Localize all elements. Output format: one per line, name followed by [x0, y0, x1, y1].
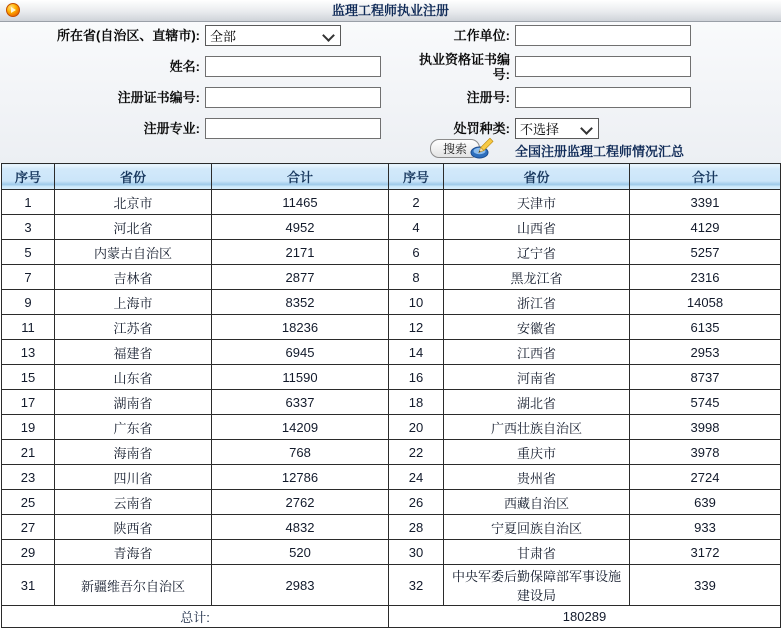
table-row [2, 215, 781, 240]
cell-province: 江西省 [444, 340, 630, 365]
cell-province: 湖南省 [55, 390, 212, 415]
cell-seq: 32 [389, 565, 444, 606]
cell-province: 北京市 [55, 190, 212, 215]
cell-seq: 5 [2, 240, 55, 265]
table-body [2, 190, 781, 606]
cell-total: 14209 [212, 415, 389, 440]
province-select-value: 全部 [210, 29, 237, 44]
cell-total: 14058 [630, 290, 781, 315]
cell-total: 3978 [630, 440, 781, 465]
cell-total: 639 [630, 490, 781, 515]
name-input[interactable] [205, 56, 381, 77]
col-header-total: 合计 [212, 164, 389, 190]
table-row [2, 465, 781, 490]
cell-province: 河北省 [55, 215, 212, 240]
table-row [2, 240, 781, 265]
cell-seq: 16 [389, 365, 444, 390]
cell-seq: 9 [2, 290, 55, 315]
cell-province: 山西省 [444, 215, 630, 240]
total-row [2, 606, 781, 628]
cell-province: 湖北省 [444, 390, 630, 415]
cell-seq: 19 [2, 415, 55, 440]
cell-province: 云南省 [55, 490, 212, 515]
cell-total: 3172 [630, 540, 781, 565]
registration-no-input[interactable] [515, 87, 691, 108]
cell-seq: 1 [2, 190, 55, 215]
cell-seq: 22 [389, 440, 444, 465]
cell-province: 西藏自治区 [444, 490, 630, 515]
table-row [2, 565, 781, 606]
cell-seq: 11 [2, 315, 55, 340]
cell-seq: 3 [2, 215, 55, 240]
cell-total: 2983 [212, 565, 389, 606]
penalty-label: 处罚种类: [453, 121, 510, 136]
table-row [2, 315, 781, 340]
table-header-row [2, 164, 781, 190]
cell-total: 12786 [212, 465, 389, 490]
cell-total: 2877 [212, 265, 389, 290]
cell-total: 4952 [212, 215, 389, 240]
cell-seq: 25 [2, 490, 55, 515]
cell-province: 广东省 [55, 415, 212, 440]
province-select[interactable] [205, 25, 341, 46]
cell-province: 甘肃省 [444, 540, 630, 565]
cell-total: 2171 [212, 240, 389, 265]
work-unit-input[interactable] [515, 25, 691, 46]
table-row [2, 415, 781, 440]
cell-seq: 14 [389, 340, 444, 365]
table-row [2, 290, 781, 315]
table-row [2, 490, 781, 515]
cell-seq: 31 [2, 565, 55, 606]
qualification-cert-input[interactable] [515, 56, 691, 77]
cell-total: 11590 [212, 365, 389, 390]
cell-seq: 17 [2, 390, 55, 415]
cell-province: 黑龙江省 [444, 265, 630, 290]
cell-seq: 23 [2, 465, 55, 490]
cell-seq: 18 [389, 390, 444, 415]
col-header-total: 合计 [630, 164, 781, 190]
cell-province: 辽宁省 [444, 240, 630, 265]
cell-seq: 15 [2, 365, 55, 390]
cell-province: 山东省 [55, 365, 212, 390]
cell-total: 3998 [630, 415, 781, 440]
cell-total: 8737 [630, 365, 781, 390]
total-label: 总计: [2, 606, 389, 628]
chevron-down-icon [322, 29, 335, 42]
cell-province: 贵州省 [444, 465, 630, 490]
cell-total: 11465 [212, 190, 389, 215]
cell-seq: 7 [2, 265, 55, 290]
cell-total: 520 [212, 540, 389, 565]
cell-seq: 6 [389, 240, 444, 265]
cell-total: 2953 [630, 340, 781, 365]
cell-province: 福建省 [55, 340, 212, 365]
chevron-down-icon [580, 122, 593, 135]
cell-total: 5257 [630, 240, 781, 265]
cell-seq: 24 [389, 465, 444, 490]
penalty-select[interactable] [515, 118, 599, 139]
table-row [2, 190, 781, 215]
registration-major-label: 注册专业: [143, 121, 200, 136]
table-row [2, 265, 781, 290]
registration-cert-label: 注册证书编号: [117, 90, 200, 105]
cell-seq: 21 [2, 440, 55, 465]
cell-seq: 10 [389, 290, 444, 315]
title-bar [0, 0, 781, 22]
cell-province: 重庆市 [444, 440, 630, 465]
cell-total: 2316 [630, 265, 781, 290]
cell-total: 768 [212, 440, 389, 465]
registration-cert-input[interactable] [205, 87, 381, 108]
cell-total: 8352 [212, 290, 389, 315]
cell-province: 陕西省 [55, 515, 212, 540]
cell-total: 2762 [212, 490, 389, 515]
col-header-seq: 序号 [2, 164, 55, 190]
cell-total: 3391 [630, 190, 781, 215]
cell-total: 933 [630, 515, 781, 540]
cell-seq: 30 [389, 540, 444, 565]
table-row [2, 540, 781, 565]
province-summary-table [1, 163, 781, 628]
page-title: 监理工程师执业注册 [331, 3, 449, 18]
cell-total: 6945 [212, 340, 389, 365]
col-header-province: 省份 [55, 164, 212, 190]
cell-province: 青海省 [55, 540, 212, 565]
cell-province: 江苏省 [55, 315, 212, 340]
cell-total: 18236 [212, 315, 389, 340]
cell-seq: 28 [389, 515, 444, 540]
cell-seq: 2 [389, 190, 444, 215]
penalty-select-value: 不选择 [520, 122, 560, 137]
table-row [2, 390, 781, 415]
table-row [2, 515, 781, 540]
cell-seq: 4 [389, 215, 444, 240]
cell-province: 浙江省 [444, 290, 630, 315]
col-header-seq: 序号 [389, 164, 444, 190]
table-row [2, 440, 781, 465]
cell-province: 宁夏回族自治区 [444, 515, 630, 540]
cell-province: 上海市 [55, 290, 212, 315]
cell-seq: 26 [389, 490, 444, 515]
cell-seq: 27 [2, 515, 55, 540]
registration-no-label: 注册号: [466, 90, 510, 105]
work-unit-label: 工作单位: [453, 28, 510, 43]
cell-province: 新疆维吾尔自治区 [55, 565, 212, 606]
cell-seq: 8 [389, 265, 444, 290]
cell-province: 吉林省 [55, 265, 212, 290]
cell-province: 海南省 [55, 440, 212, 465]
name-label: 姓名: [169, 59, 200, 74]
table-row [2, 340, 781, 365]
cell-total: 2724 [630, 465, 781, 490]
total-value: 180289 [389, 606, 781, 628]
cell-seq: 20 [389, 415, 444, 440]
cell-total: 339 [630, 565, 781, 606]
province-label: 所在省(自治区、直辖市): [57, 28, 200, 43]
cell-seq: 29 [2, 540, 55, 565]
cell-province: 四川省 [55, 465, 212, 490]
search-pencil-icon [470, 137, 494, 159]
qualification-cert-label: 执业资格证书编号: [418, 52, 510, 82]
cell-seq: 13 [2, 340, 55, 365]
cell-province: 安徽省 [444, 315, 630, 340]
summary-title: 全国注册监理工程师情况汇总 [515, 144, 685, 159]
cell-total: 6135 [630, 315, 781, 340]
cell-province: 天津市 [444, 190, 630, 215]
col-header-province: 省份 [444, 164, 630, 190]
registration-major-input[interactable] [205, 118, 381, 139]
cell-seq: 12 [389, 315, 444, 340]
search-button[interactable]: 搜索 [430, 139, 480, 158]
cell-total: 5745 [630, 390, 781, 415]
cell-province: 内蒙古自治区 [55, 240, 212, 265]
cell-province: 中央军委后勤保障部军事设施建设局 [444, 565, 630, 606]
cell-total: 4832 [212, 515, 389, 540]
search-form-panel [0, 0, 781, 163]
cell-total: 6337 [212, 390, 389, 415]
cell-province: 河南省 [444, 365, 630, 390]
cell-province: 广西壮族自治区 [444, 415, 630, 440]
table-row [2, 365, 781, 390]
cell-total: 4129 [630, 215, 781, 240]
